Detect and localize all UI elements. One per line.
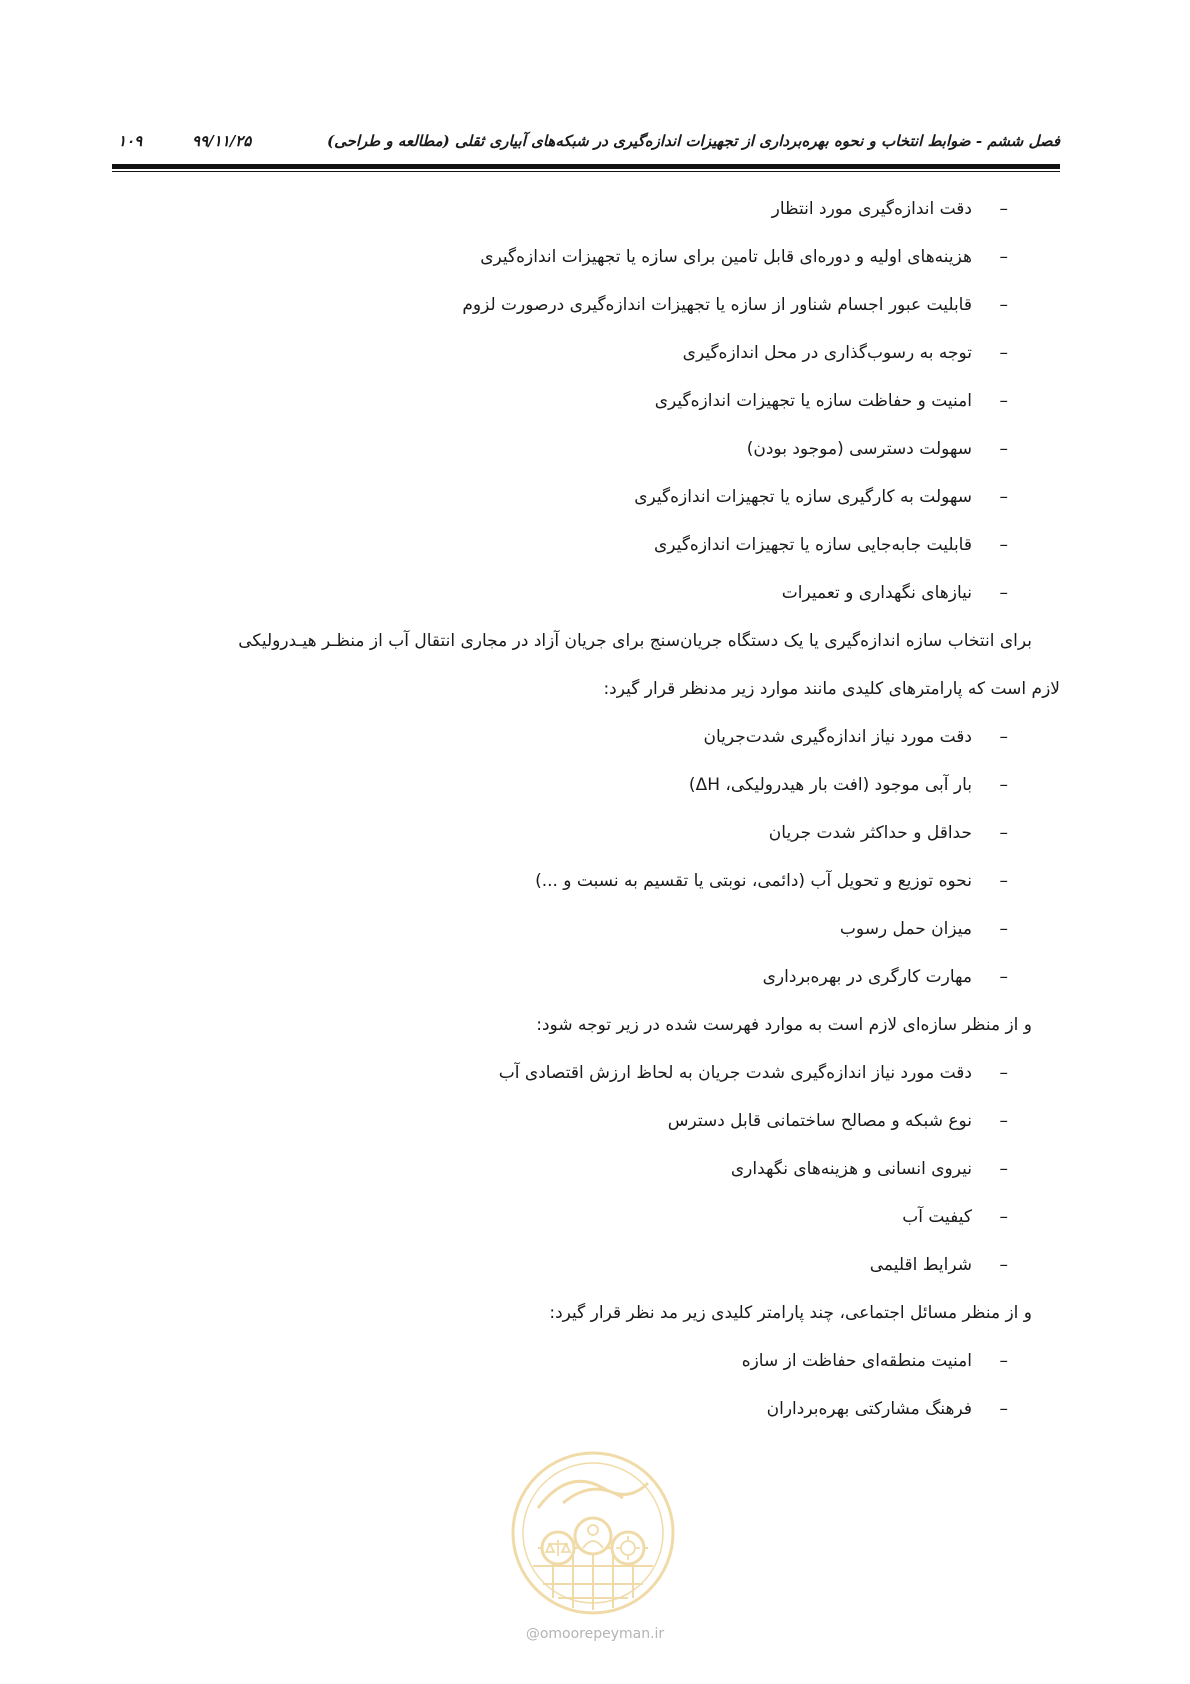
list-item: – فرهنگ مشارکتی بهره‌برداران: [112, 1385, 1060, 1433]
list-item: – بار آبی موجود (افت بار هیدرولیکی، ΔH): [112, 761, 1060, 809]
dash-bullet: –: [999, 1255, 1008, 1275]
list-item: – دقت مورد نیاز اندازه‌گیری شدت جریان به لحاظ ارزش اقتصادی آب: [112, 1049, 1060, 1097]
dash-bullet: –: [999, 247, 1008, 267]
dash-bullet: –: [999, 583, 1008, 603]
dash-bullet: –: [999, 823, 1008, 843]
paragraph-line: و از منظر سازه‌ای لازم است به موارد فهرست شده در زیر توجه شود:: [536, 1015, 1032, 1035]
list-item: – سهولت دسترسی (موجود بودن): [112, 425, 1060, 473]
dash-bullet: –: [999, 919, 1008, 939]
list-item: – امنیت و حفاظت سازه یا تجهیزات اندازه‌گیری: [112, 377, 1060, 425]
list-item: – سهولت به کارگیری سازه یا تجهیزات اندازه‌گیری: [112, 473, 1060, 521]
dash-bullet: –: [999, 439, 1008, 459]
dash-bullet: –: [999, 775, 1008, 795]
list-item: – میزان حمل رسوب: [112, 905, 1060, 953]
dash-bullet: –: [999, 1159, 1008, 1179]
dash-bullet: –: [999, 1111, 1008, 1131]
dash-bullet: –: [999, 1351, 1008, 1371]
dash-bullet: –: [999, 199, 1008, 219]
paragraph-line: برای انتخاب سازه اندازه‌گیری یا یک دستگاه جریان‌سنج برای جریان آزاد در مجاری انتقال آب از منظـر هیـدرولیکی: [238, 631, 1032, 651]
dash-bullet: –: [999, 391, 1008, 411]
list-item: – شرایط اقلیمی: [112, 1241, 1060, 1289]
list-item: – قابلیت عبور اجسام شناور از سازه یا تجهیزات اندازه‌گیری درصورت لزوم: [112, 281, 1060, 329]
list-item: – نوع شبکه و مصالح ساختمانی قابل دسترس: [112, 1097, 1060, 1145]
paragraph-line: و از منظر مسائل اجتماعی، چند پارامتر کلیدی زیر مد نظر قرار گیرد:: [549, 1303, 1032, 1323]
list-item: – هزینه‌های اولیه و دوره‌ای قابل تامین برای سازه یا تجهیزات اندازه‌گیری: [112, 233, 1060, 281]
list-item: – مهارت کارگری در بهره‌برداری: [112, 953, 1060, 1001]
list-item: – کیفیت آب: [112, 1193, 1060, 1241]
list-item: – حداقل و حداکثر شدت جریان: [112, 809, 1060, 857]
list-item: – دقت مورد نیاز اندازه‌گیری شدت‌جریان: [112, 713, 1060, 761]
page-header: [112, 128, 1060, 158]
dash-bullet: –: [999, 295, 1008, 315]
dash-bullet: –: [999, 343, 1008, 363]
watermark-logo: [508, 1448, 678, 1618]
watermark-seal-icon: [508, 1448, 678, 1618]
list-item: – نیازهای نگهداری و تعمیرات: [112, 569, 1060, 617]
dash-bullet: –: [999, 1063, 1008, 1083]
list-item: – نحوه توزیع و تحویل آب (دائمی، نوبتی یا تقسیم به نسبت و ...): [112, 857, 1060, 905]
dash-bullet: –: [999, 487, 1008, 507]
paragraph-line: لازم است که پارامترهای کلیدی مانند موارد زیر مدنظر قرار گیرد:: [603, 679, 1060, 699]
chapter-title: فصل ششم - ضوابط انتخاب و نحوه بهره‌برداری از تجهیزات اندازه‌گیری در شبکه‌های آبیاری ثقلی (مطالعه و طراحی): [326, 132, 1060, 150]
list-item: – دقت اندازه‌گیری مورد انتظار: [112, 185, 1060, 233]
dash-bullet: –: [999, 871, 1008, 891]
list-item: – امنیت منطقه‌ای حفاظت از سازه: [112, 1337, 1060, 1385]
page-body: [112, 185, 1060, 1433]
dash-bullet: –: [999, 535, 1008, 555]
list-item: – قابلیت جابه‌جایی سازه یا تجهیزات اندازه‌گیری: [112, 521, 1060, 569]
document-date: ۹۹/۱۱/۲۵: [192, 132, 252, 150]
header-rule-thin: [112, 171, 1060, 172]
dash-bullet: –: [999, 967, 1008, 987]
page-number: ۱۰۹: [118, 132, 143, 150]
dash-bullet: –: [999, 1207, 1008, 1227]
list-item: – توجه به رسوب‌گذاری در محل اندازه‌گیری: [112, 329, 1060, 377]
list-item: – نیروی انسانی و هزینه‌های نگهداری: [112, 1145, 1060, 1193]
watermark-url: @omoorepeyman.ir: [525, 1626, 665, 1642]
dash-bullet: –: [999, 727, 1008, 747]
dash-bullet: –: [999, 1399, 1008, 1419]
header-rule-thick: [112, 164, 1060, 169]
